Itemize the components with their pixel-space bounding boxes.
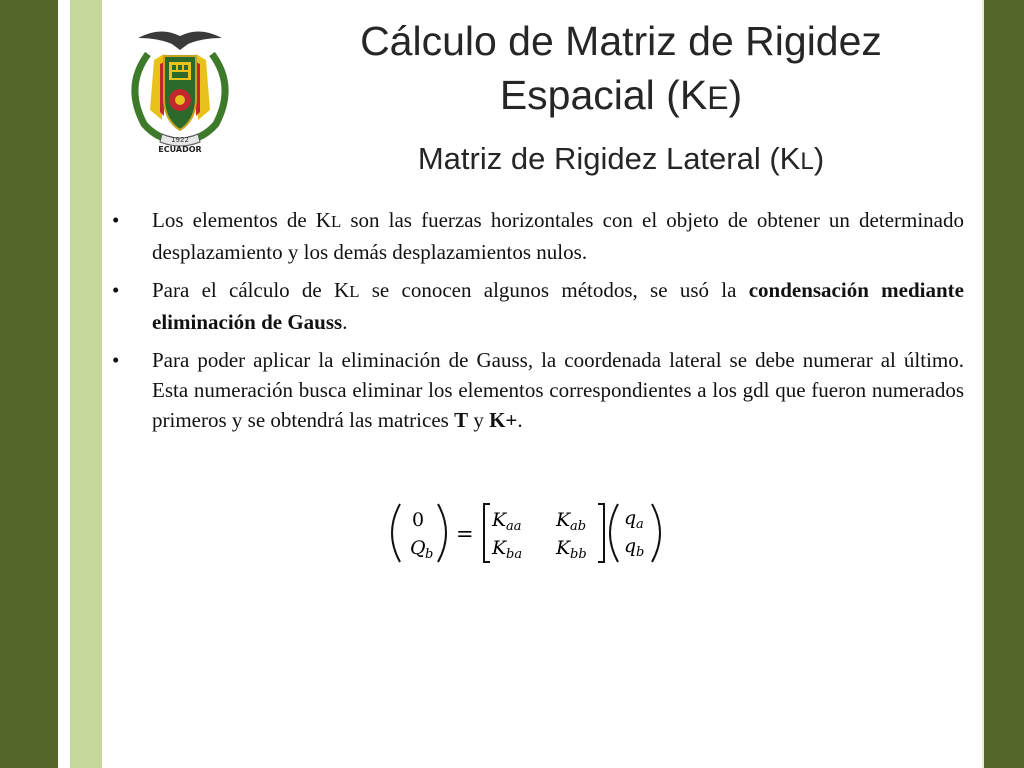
bullet-marker: • xyxy=(112,278,120,302)
vector-q-b: q xyxy=(624,535,637,557)
matrix-K-ab: K xyxy=(556,509,571,531)
title-line-2-pre: Espacial (K xyxy=(499,72,708,118)
bullet-subscript: L xyxy=(330,212,342,231)
subtitle-sub: L xyxy=(800,148,814,175)
matrix-K-bb: K xyxy=(556,537,571,559)
matrix-K-aa: K xyxy=(492,509,507,531)
vector-zero: 0 xyxy=(411,509,425,531)
title-line-2-post: ) xyxy=(728,72,743,118)
vector-Q-sub: b xyxy=(425,547,434,562)
subtitle-pre: Matriz de Rigidez Lateral (K xyxy=(417,141,801,176)
left-dark-bar xyxy=(0,0,58,768)
equals-sign: = xyxy=(456,522,474,546)
matrix-sub-ba: ba xyxy=(506,547,523,562)
slide-subtitle xyxy=(246,136,996,185)
bullet-text: son las fuerzas horizontales con el objeto de obtener un determinado desplazamiento y los demás desplazamientos nulos. xyxy=(152,208,965,264)
seal-country: ECUADOR xyxy=(158,145,202,154)
bullet-text: . xyxy=(342,310,348,334)
vector-q-b-sub: b xyxy=(636,545,645,560)
title-line-1: Cálculo de Matriz de Rigidez xyxy=(360,18,882,64)
bullet-marker: • xyxy=(112,348,120,372)
bullet-bold-text: condensación mediante eliminación de Gauss xyxy=(152,278,964,334)
bullet-bold-text: T xyxy=(454,408,469,432)
title-line-2-sub: E xyxy=(707,80,729,116)
matrix-sub-ab: ab xyxy=(570,519,587,534)
bullet-text: y xyxy=(468,408,490,432)
vector-q-a: q xyxy=(624,507,637,529)
seal-year: 1922 xyxy=(171,136,189,144)
bullet-text: Para el cálculo de K xyxy=(152,278,350,302)
title-line-2 xyxy=(246,68,996,125)
seal-svg xyxy=(118,24,242,154)
matrix-sub-bb: bb xyxy=(570,547,587,562)
vector-q-a-sub: a xyxy=(636,517,644,532)
bullet-text: Para poder aplicar la eliminación de Gauss, la coordenada lateral se debe numerar al último. Esta numeración busca eliminar los elementos correspondientes a los gdl que fueron numerados primeros y se obtendrá las matrices xyxy=(152,348,964,432)
equation-svg xyxy=(380,498,680,568)
bullet-item xyxy=(112,275,964,337)
slide-title xyxy=(246,14,996,125)
bullet-item xyxy=(112,205,964,267)
matrix-K-ba: K xyxy=(492,537,507,559)
subtitle-post: ) xyxy=(813,141,825,176)
left-light-bar xyxy=(70,0,102,768)
vector-Q: Q xyxy=(410,537,426,559)
ecuador-seal-logo xyxy=(118,24,242,154)
bullet-item xyxy=(112,345,964,435)
bullet-text: Los elementos de K xyxy=(152,208,331,232)
bullet-subscript: L xyxy=(349,282,360,301)
bullet-bold-text: K+ xyxy=(489,408,518,432)
matrix-sub-aa: aa xyxy=(506,519,522,534)
matrix-equation xyxy=(380,498,680,568)
bullet-text: se conocen algunos métodos, se usó la xyxy=(359,278,749,302)
bullet-marker: • xyxy=(112,208,120,232)
bullet-text: . xyxy=(517,408,523,432)
bullet-list xyxy=(112,205,964,443)
